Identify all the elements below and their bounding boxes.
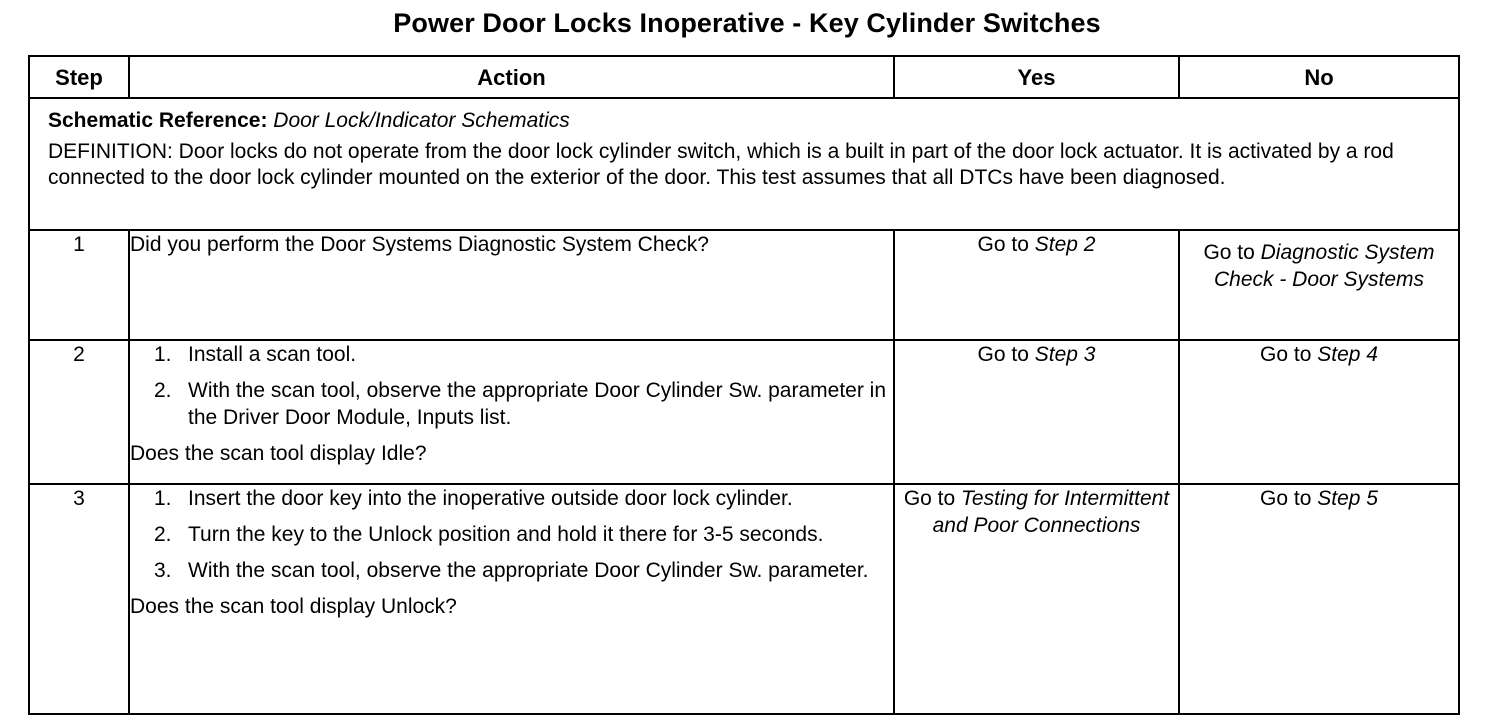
no-prefix: Go to xyxy=(1260,343,1318,366)
instruction-item: 2. Turn the key to the Unlock position and hold it there for 3-5 seconds. xyxy=(154,523,824,546)
schematic-reference-label: Schematic Reference: xyxy=(48,109,268,132)
no-prefix: Go to xyxy=(1260,487,1318,510)
instruction-item: 1. Insert the door key into the inoperative outside door lock cylinder. xyxy=(154,487,793,510)
header-action: Action xyxy=(129,56,894,98)
action-cell xyxy=(129,230,894,340)
header-row xyxy=(29,56,1459,98)
table-row xyxy=(29,484,1459,714)
schematic-reference xyxy=(48,107,1440,134)
page-title: Power Door Locks Inoperative - Key Cylinder Switches xyxy=(393,8,1101,38)
yes-prefix: Go to xyxy=(977,233,1035,256)
no-cell xyxy=(1179,340,1459,484)
question-text: Does the scan tool display Unlock? xyxy=(130,595,457,618)
yes-link[interactable]: Testing for Intermittent and Poor Connections xyxy=(932,487,1170,537)
action-cell xyxy=(129,340,894,484)
reference-row xyxy=(29,98,1459,230)
header-step: Step xyxy=(29,56,129,98)
no-link[interactable]: Step 5 xyxy=(1317,487,1378,510)
yes-prefix: Go to xyxy=(903,487,962,510)
step-number: 2 xyxy=(29,340,129,484)
diagnostic-table xyxy=(28,55,1460,715)
question-text: Does the scan tool display Idle? xyxy=(130,442,427,465)
yes-link[interactable]: Step 3 xyxy=(1034,343,1096,366)
question-text: Did you perform the Door Systems Diagnostic System Check? xyxy=(130,233,709,256)
step-number: 1 xyxy=(29,230,129,340)
definition-text: DEFINITION: Door locks do not operate from the door lock cylinder switch, which is a built in part of the door lock actuator. It is activated by a rod connected to the door lock cylinder mounted on the exterior of the door. This test assumes that all DTCs have been diagnosed. xyxy=(48,140,1394,189)
yes-prefix: Go to xyxy=(977,343,1035,366)
action-cell xyxy=(129,484,894,714)
no-prefix: Go to xyxy=(1203,241,1261,264)
step-number: 3 xyxy=(29,484,129,714)
schematic-reference-link[interactable]: Door Lock/Indicator Schematics xyxy=(273,109,570,132)
header-yes: Yes xyxy=(894,56,1179,98)
table-row xyxy=(29,340,1459,484)
reference-cell xyxy=(29,98,1459,230)
no-link[interactable]: Diagnostic System Check - Door Systems xyxy=(1213,241,1435,291)
yes-link[interactable]: Step 2 xyxy=(1034,233,1096,256)
yes-cell xyxy=(894,484,1179,714)
header-no: No xyxy=(1179,56,1459,98)
no-cell xyxy=(1179,230,1459,340)
table-row xyxy=(29,230,1459,340)
yes-cell xyxy=(894,340,1179,484)
instruction-item: 2. With the scan tool, observe the appropriate Door Cylinder Sw. parameter in the Driver Door Module, Inputs list. xyxy=(154,379,887,429)
instruction-item: 1. Install a scan tool. xyxy=(154,343,357,366)
instruction-list xyxy=(130,485,893,584)
no-link[interactable]: Step 4 xyxy=(1317,343,1378,366)
instruction-list xyxy=(130,341,893,431)
instruction-item: 3. With the scan tool, observe the appropriate Door Cylinder Sw. parameter. xyxy=(154,559,869,582)
no-cell xyxy=(1179,484,1459,714)
yes-cell xyxy=(894,230,1179,340)
